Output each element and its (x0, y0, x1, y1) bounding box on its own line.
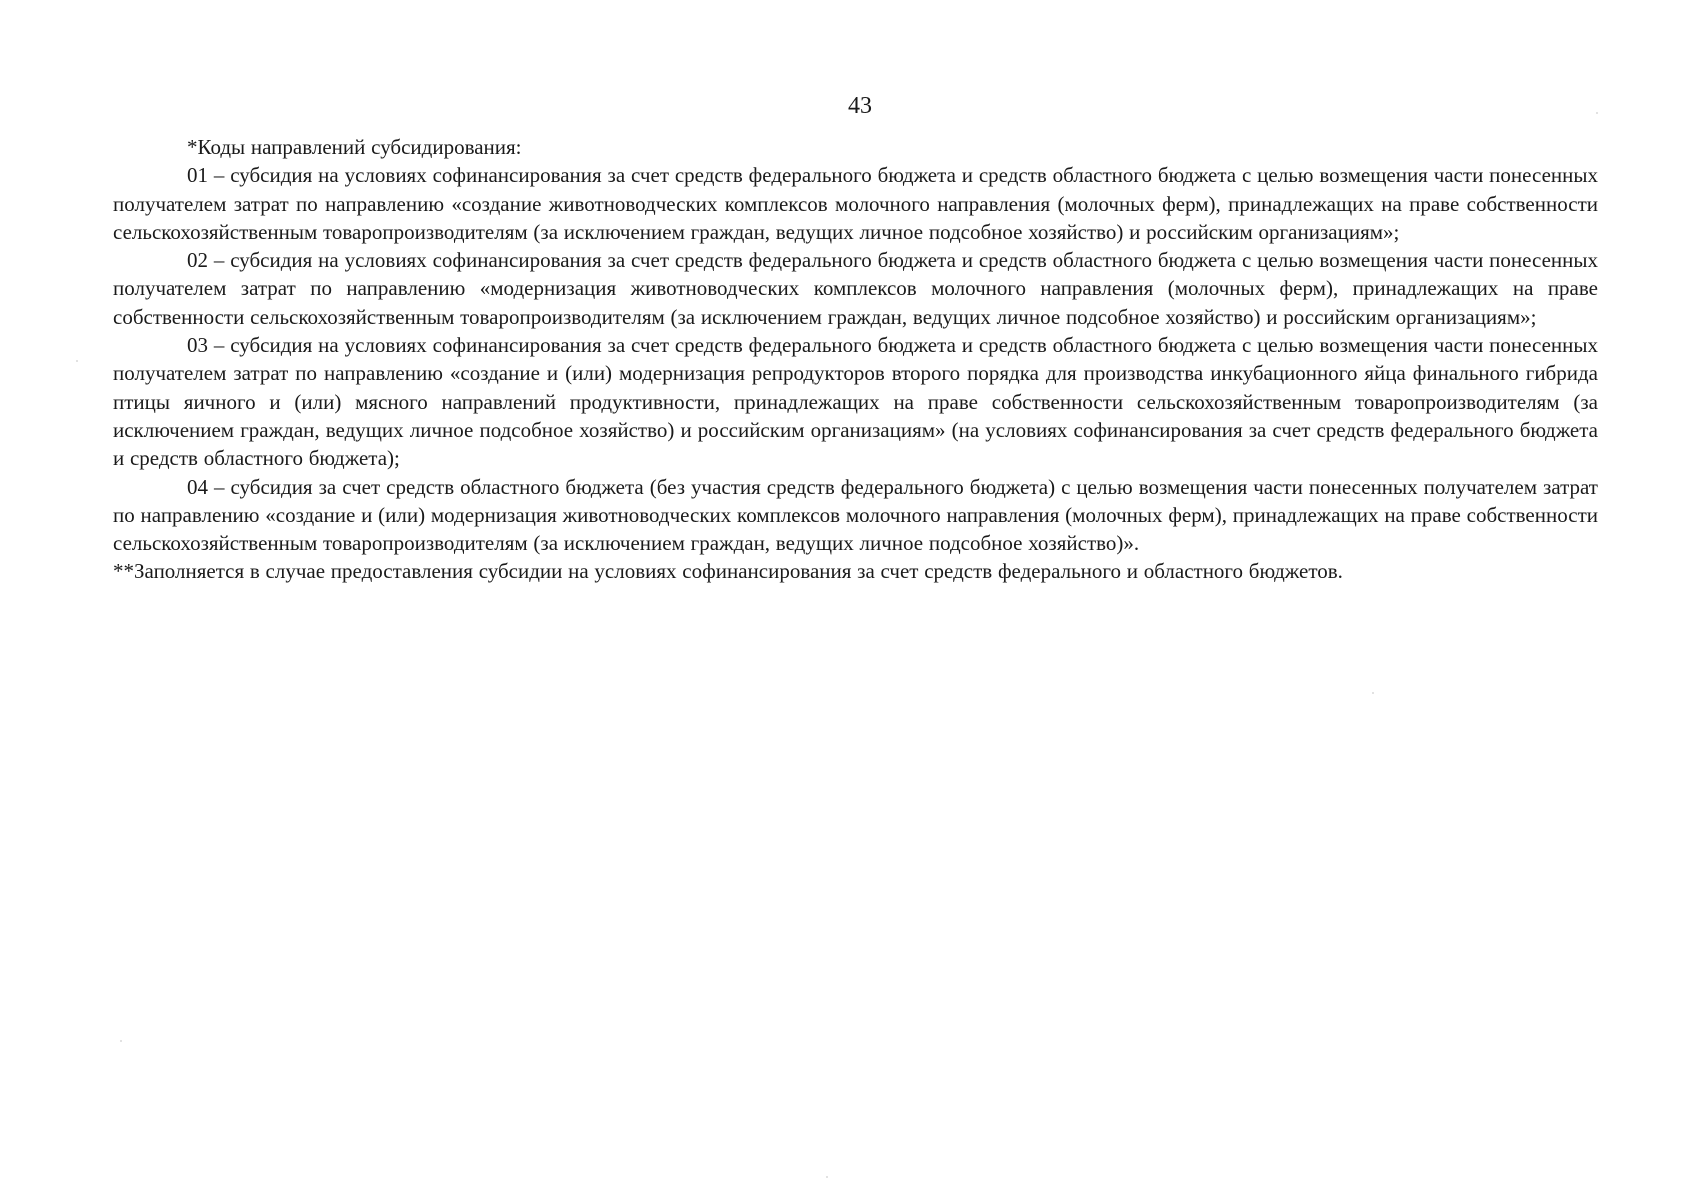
scan-speck (120, 1040, 122, 1042)
codes-heading: *Коды направлений субсидирования: (187, 135, 522, 159)
cofinancing-note: **Заполняется в случае предоставления субсидии на условиях софинансирования за счет средств федерального и областного бюджетов. (113, 559, 1343, 584)
code-item-03: 03 – субсидия на условиях софинансирования за счет средств федерального бюджета и средств областного бюджета с целью возмещения части понесенных получателем затрат по направлению «создание и (или) модернизация репродукторов второго порядка для производства инкубационного яйца финального гибрида птицы яичного и (или) мясного направлений продуктивности, принадлежащих на праве собственности сельскохозяйственным товаропроизводителям (за исключением граждан, ведущих личное подсобное хозяйство) и российским организациям» (на условиях софинансирования за счет средств федерального бюджета и средств областного бюджета); (113, 333, 1598, 471)
footnotes-block (113, 133, 1598, 586)
page-number: 43 (848, 93, 872, 119)
scan-speck (826, 1176, 828, 1178)
scan-speck (1372, 692, 1374, 694)
code-item-01: 01 – субсидия на условиях софинансирования за счет средств федерального бюджета и средств областного бюджета с целью возмещения части понесенных получателем затрат по направлению «создание животноводческих комплексов молочного направления (молочных ферм), принадлежащих на праве собственности сельскохозяйственным товаропроизводителям (за исключением граждан, ведущих личное подсобное хозяйство) и российским организациям»; (113, 163, 1598, 244)
code-item-02: 02 – субсидия на условиях софинансирования за счет средств федерального бюджета и средств областного бюджета с целью возмещения части понесенных получателем затрат по направлению «модернизация животноводческих комплексов молочного направления (молочных ферм), принадлежащих на праве собственности сельскохозяйственным товаропроизводителям (за исключением граждан, ведущих личное подсобное хозяйство) и российским организациям»; (113, 248, 1598, 329)
code-item-04: 04 – субсидия за счет средств областного бюджета (без участия средств федерального бюджета) с целью возмещения части понесенных получателем затрат по направлению «создание и (или) модернизация животноводческих комплексов молочного направления (молочных ферм), принадлежащих на праве собственности сельскохозяйственным товаропроизводителям (за исключением граждан, ведущих личное подсобное хозяйство)». (113, 474, 1598, 556)
scan-speck (76, 360, 78, 362)
scan-speck (1596, 112, 1598, 114)
